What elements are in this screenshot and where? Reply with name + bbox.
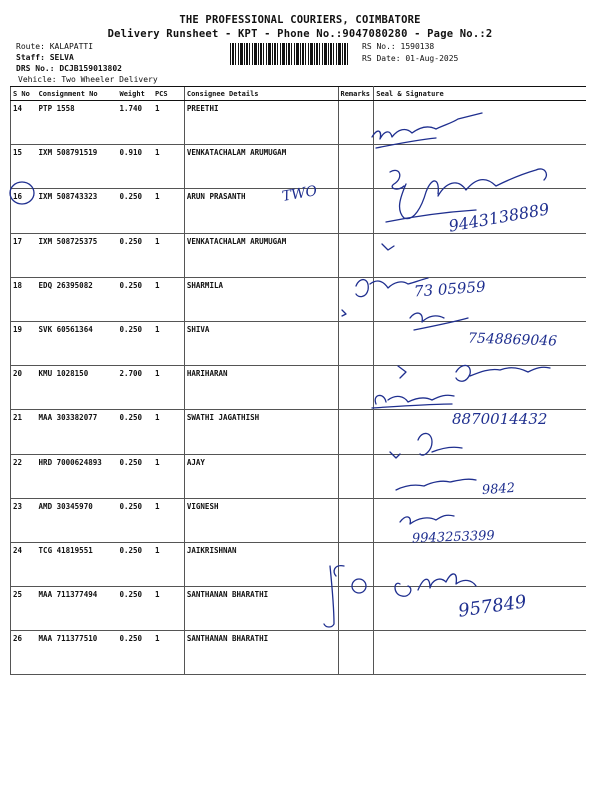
cell-consignment: EDQ 26395082 <box>37 277 118 321</box>
staff-label: Staff: SELVA <box>16 53 74 62</box>
cell-consignee: SANTHANAN BHARATHI <box>184 587 338 631</box>
cell-pcs: 1 <box>153 321 184 365</box>
cell-pcs: 1 <box>153 101 184 145</box>
cell-sno: 18 <box>11 277 37 321</box>
cell-consignment: HRD 7000624893 <box>37 454 118 498</box>
cell-sno: 20 <box>11 366 37 410</box>
cell-signature <box>374 101 586 145</box>
table-row <box>11 542 587 586</box>
cell-weight: 0.250 <box>118 454 153 498</box>
cell-sno: 24 <box>11 542 37 586</box>
cell-consignee: SHIVA <box>184 321 338 365</box>
route-label: Route: KALAPATTI <box>16 42 94 51</box>
handwritten-remark-row-16: TWO <box>280 183 319 205</box>
table-row <box>11 631 587 675</box>
cell-consignee: JAIKRISHNAN <box>184 542 338 586</box>
cell-pcs: 1 <box>153 189 184 233</box>
cell-consignment: SVK 60561364 <box>37 321 118 365</box>
table-row <box>11 366 587 410</box>
col-header-consignee: Consignee Details <box>184 87 338 101</box>
rs-number: RS No.: 1590138 <box>362 42 435 51</box>
cell-weight: 0.250 <box>118 542 153 586</box>
handwritten-phone-row-23: 9842 <box>481 480 516 499</box>
handwritten-phone-row-21: 8870014432 <box>452 410 548 428</box>
cell-remarks <box>338 542 374 586</box>
cell-consignment: MAA 303382077 <box>37 410 118 454</box>
table-row <box>11 101 587 145</box>
col-header-consignment: Consignment No <box>37 87 118 101</box>
cell-sno: 25 <box>11 587 37 631</box>
cell-consignment: PTP 1558 <box>37 101 118 145</box>
cell-signature <box>374 631 586 675</box>
cell-remarks <box>338 277 374 321</box>
runsheet-table <box>10 86 586 675</box>
table-row <box>11 277 587 321</box>
cell-signature <box>374 145 586 189</box>
cell-pcs: 1 <box>153 542 184 586</box>
cell-consignment: IXM 508725375 <box>37 233 118 277</box>
cell-signature <box>374 542 586 586</box>
cell-pcs: 1 <box>153 145 184 189</box>
cell-sno: 14 <box>11 101 37 145</box>
cell-remarks <box>338 454 374 498</box>
cell-weight: 1.740 <box>118 101 153 145</box>
cell-weight: 0.250 <box>118 498 153 542</box>
cell-remarks <box>338 498 374 542</box>
vehicle-label: Vehicle: Two Wheeler Delivery <box>18 75 158 84</box>
cell-remarks <box>338 321 374 365</box>
handwritten-phone-row-18: 73 05959 <box>413 277 487 301</box>
cell-remarks <box>338 189 374 233</box>
cell-remarks <box>338 101 374 145</box>
cell-consignment: KMU 1028150 <box>37 366 118 410</box>
cell-weight: 0.250 <box>118 189 153 233</box>
cell-weight: 0.250 <box>118 587 153 631</box>
cell-consignee: VIGNESH <box>184 498 338 542</box>
cell-consignee: SANTHANAN BHARATHI <box>184 631 338 675</box>
cell-remarks <box>338 366 374 410</box>
cell-sno: 16 <box>11 189 37 233</box>
cell-weight: 0.250 <box>118 321 153 365</box>
col-header-remarks: Remarks <box>338 87 374 101</box>
cell-weight: 0.250 <box>118 233 153 277</box>
cell-sno: 21 <box>11 410 37 454</box>
cell-sno: 19 <box>11 321 37 365</box>
col-header-signature: Seal & Signature <box>374 87 586 101</box>
col-header-weight: Weight <box>118 87 153 101</box>
cell-pcs: 1 <box>153 366 184 410</box>
cell-pcs: 1 <box>153 277 184 321</box>
table-row <box>11 233 587 277</box>
rs-date: RS Date: 01-Aug-2025 <box>362 54 459 63</box>
cell-weight: 0.250 <box>118 410 153 454</box>
cell-remarks <box>338 233 374 277</box>
runsheet-title: Delivery Runsheet - KPT - Phone No.:9047080280 - Page No.:2 <box>107 28 493 40</box>
cell-pcs: 1 <box>153 454 184 498</box>
cell-consignee: SWATHI JAGATHISH <box>184 410 338 454</box>
drs-number: DRS No.: DCJB159013802 <box>16 64 122 73</box>
barcode <box>230 43 350 65</box>
cell-sno: 17 <box>11 233 37 277</box>
cell-pcs: 1 <box>153 498 184 542</box>
cell-sno: 22 <box>11 454 37 498</box>
cell-consignment: TCG 41819551 <box>37 542 118 586</box>
cell-consignment: MAA 711377510 <box>37 631 118 675</box>
table-row <box>11 145 587 189</box>
table-header-row <box>11 87 587 101</box>
cell-signature <box>374 233 586 277</box>
cell-sno: 26 <box>11 631 37 675</box>
cell-sno: 15 <box>11 145 37 189</box>
cell-remarks <box>338 631 374 675</box>
cell-weight: 0.250 <box>118 277 153 321</box>
col-header-pcs: PCS <box>153 87 184 101</box>
handwritten-phone-row-19: 7548869046 <box>467 330 558 350</box>
cell-consignee: PREETHI <box>184 101 338 145</box>
cell-consignment: IXM 508743323 <box>37 189 118 233</box>
cell-pcs: 1 <box>153 631 184 675</box>
cell-weight: 0.250 <box>118 631 153 675</box>
handwritten-phone-row-24: 9943253399 <box>411 528 495 547</box>
handwritten-phone-row-26: 957849 <box>456 591 528 622</box>
cell-consignee: ARUN PRASANTH <box>184 189 338 233</box>
handwritten-phone-row-16: 9443138889 <box>447 199 551 236</box>
cell-consignee: HARIHARAN <box>184 366 338 410</box>
cell-remarks <box>338 410 374 454</box>
table-row <box>11 498 587 542</box>
cell-consignee: VENKATACHALAM ARUMUGAM <box>184 145 338 189</box>
cell-consignment: AMD 30345970 <box>37 498 118 542</box>
cell-consignment: MAA 711377494 <box>37 587 118 631</box>
cell-pcs: 1 <box>153 410 184 454</box>
cell-weight: 2.700 <box>118 366 153 410</box>
cell-signature <box>374 454 586 498</box>
cell-pcs: 1 <box>153 587 184 631</box>
cell-consignment: IXM 508791519 <box>37 145 118 189</box>
col-header-sno: S No <box>11 87 37 101</box>
cell-pcs: 1 <box>153 233 184 277</box>
company-title: THE PROFESSIONAL COURIERS, COIMBATORE <box>179 14 421 26</box>
cell-sno: 23 <box>11 498 37 542</box>
cell-weight: 0.910 <box>118 145 153 189</box>
cell-consignee: AJAY <box>184 454 338 498</box>
cell-consignee: SHARMILA <box>184 277 338 321</box>
cell-remarks <box>338 587 374 631</box>
cell-signature <box>374 366 586 410</box>
cell-consignee: VENKATACHALAM ARUMUGAM <box>184 233 338 277</box>
cell-remarks <box>338 145 374 189</box>
